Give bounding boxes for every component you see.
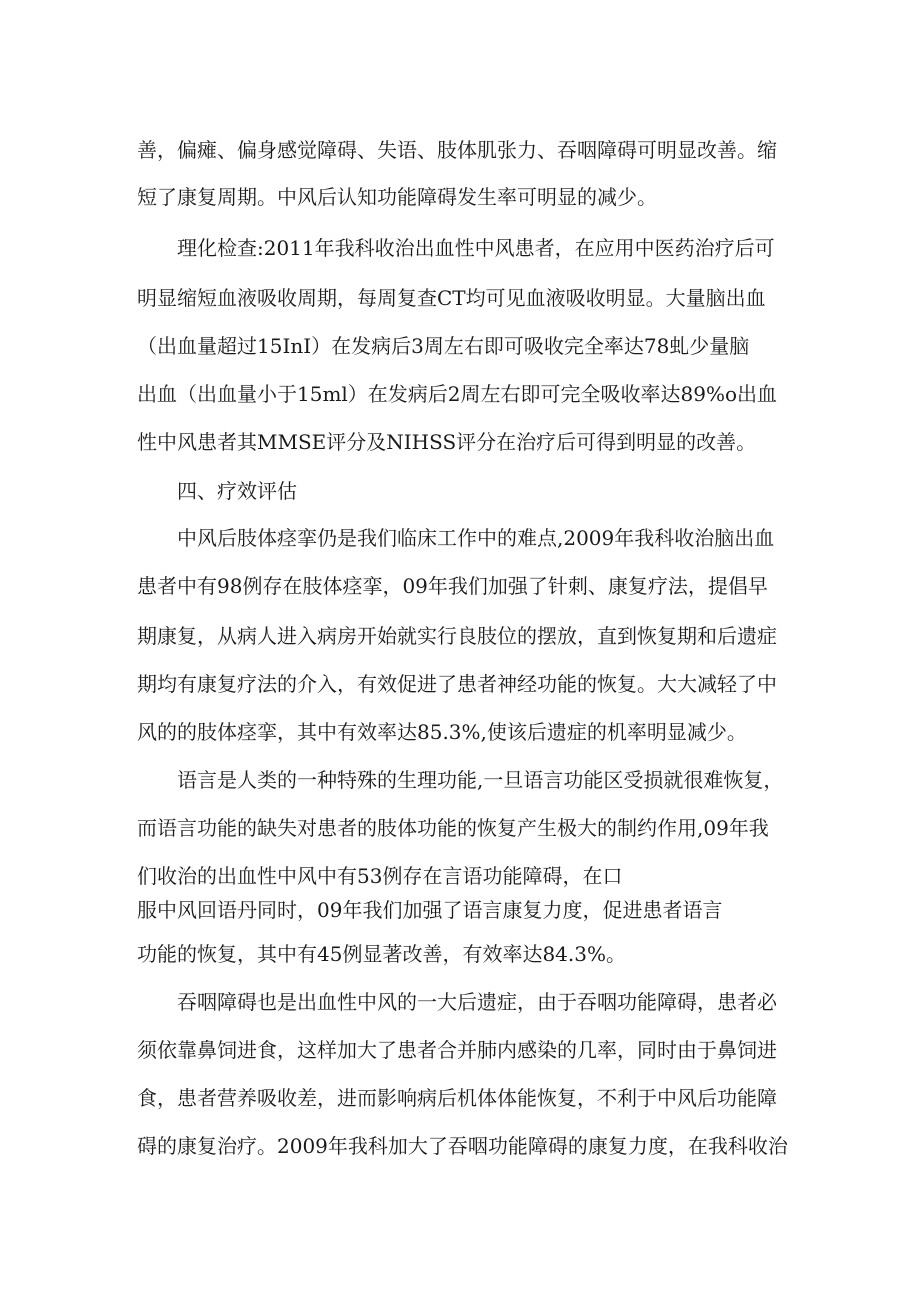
text-line: 们收治的出血性中风中有53例存在言语功能障碍，在口 bbox=[137, 864, 623, 888]
text-line: 期康复，从病人进入病房开始就实行良肢位的摆放，直到恢复期和后遗症 bbox=[137, 624, 777, 648]
text-line: 短了康复周期。中风后认知功能障碍发生率可明显的减少。 bbox=[137, 185, 657, 209]
text-line: 吞咽障碍也是出血性中风的一大后遗症，由于吞咽功能障碍，患者必 bbox=[177, 990, 777, 1014]
text-line: 碍的康复治疗。2009年我科加大了吞咽功能障碍的康复力度，在我科收治 bbox=[137, 1134, 788, 1158]
text-line: 患者中有98例存在肢体痉挛，09年我们加强了针刺、康复疗法，提倡早 bbox=[137, 574, 768, 598]
text-line: 而语言功能的缺失对患者的肢体功能的恢复产生极大的制约作用,09年我 bbox=[137, 816, 769, 840]
text-line: 出血（出血量小于15ml）在发病后2周左右即可完全吸收率达89%o出血 bbox=[137, 382, 778, 406]
text-line: （出血量超过15InI）在发病后3周左右即可吸收完全率达78虬少量脑 bbox=[137, 334, 750, 358]
text-line: 风的的肢体痉挛，其中有效率达85.3%,使该后遗症的机率明显减少。 bbox=[137, 720, 747, 744]
text-line: 善，偏瘫、偏身感觉障碍、失语、肢体肌张力、吞咽障碍可明显改善。缩 bbox=[137, 138, 777, 162]
text-line: 性中风患者其MMSE评分及NIHSS评分在治疗后可得到明显的改善。 bbox=[137, 430, 757, 454]
text-line: 中风后肢体痉挛仍是我们临床工作中的难点,2009年我科收治脑出血 bbox=[177, 526, 775, 550]
text-line: 功能的恢复，其中有45例显著改善，有效率达84.3%。 bbox=[137, 942, 626, 966]
text-line: 期均有康复疗法的介入，有效促进了患者神经功能的恢复。大大减轻了中 bbox=[137, 672, 777, 696]
text-line: 明显缩短血液吸收周期，每周复查CT均可见血液吸收明显。大量脑出血 bbox=[137, 286, 766, 310]
section-heading: 四、疗效评估 bbox=[177, 479, 297, 503]
text-line: 理化检查:2011年我科收治出血性中风患者，在应用中医药治疗后可 bbox=[177, 236, 775, 260]
text-line: 语言是人类的一种特殊的生理功能,一旦语言功能区受损就很难恢复， bbox=[177, 768, 784, 792]
text-line: 须依靠鼻饲进食，这样加大了患者合并肺内感染的几率，同时由于鼻饲进 bbox=[137, 1038, 777, 1062]
text-line: 食，患者营养吸收差，进而影响病后机体体能恢复，不利于中风后功能障 bbox=[137, 1086, 777, 1110]
text-line: 服中风回语丹同时，09年我们加强了语言康复力度，促进患者语言 bbox=[137, 898, 723, 922]
